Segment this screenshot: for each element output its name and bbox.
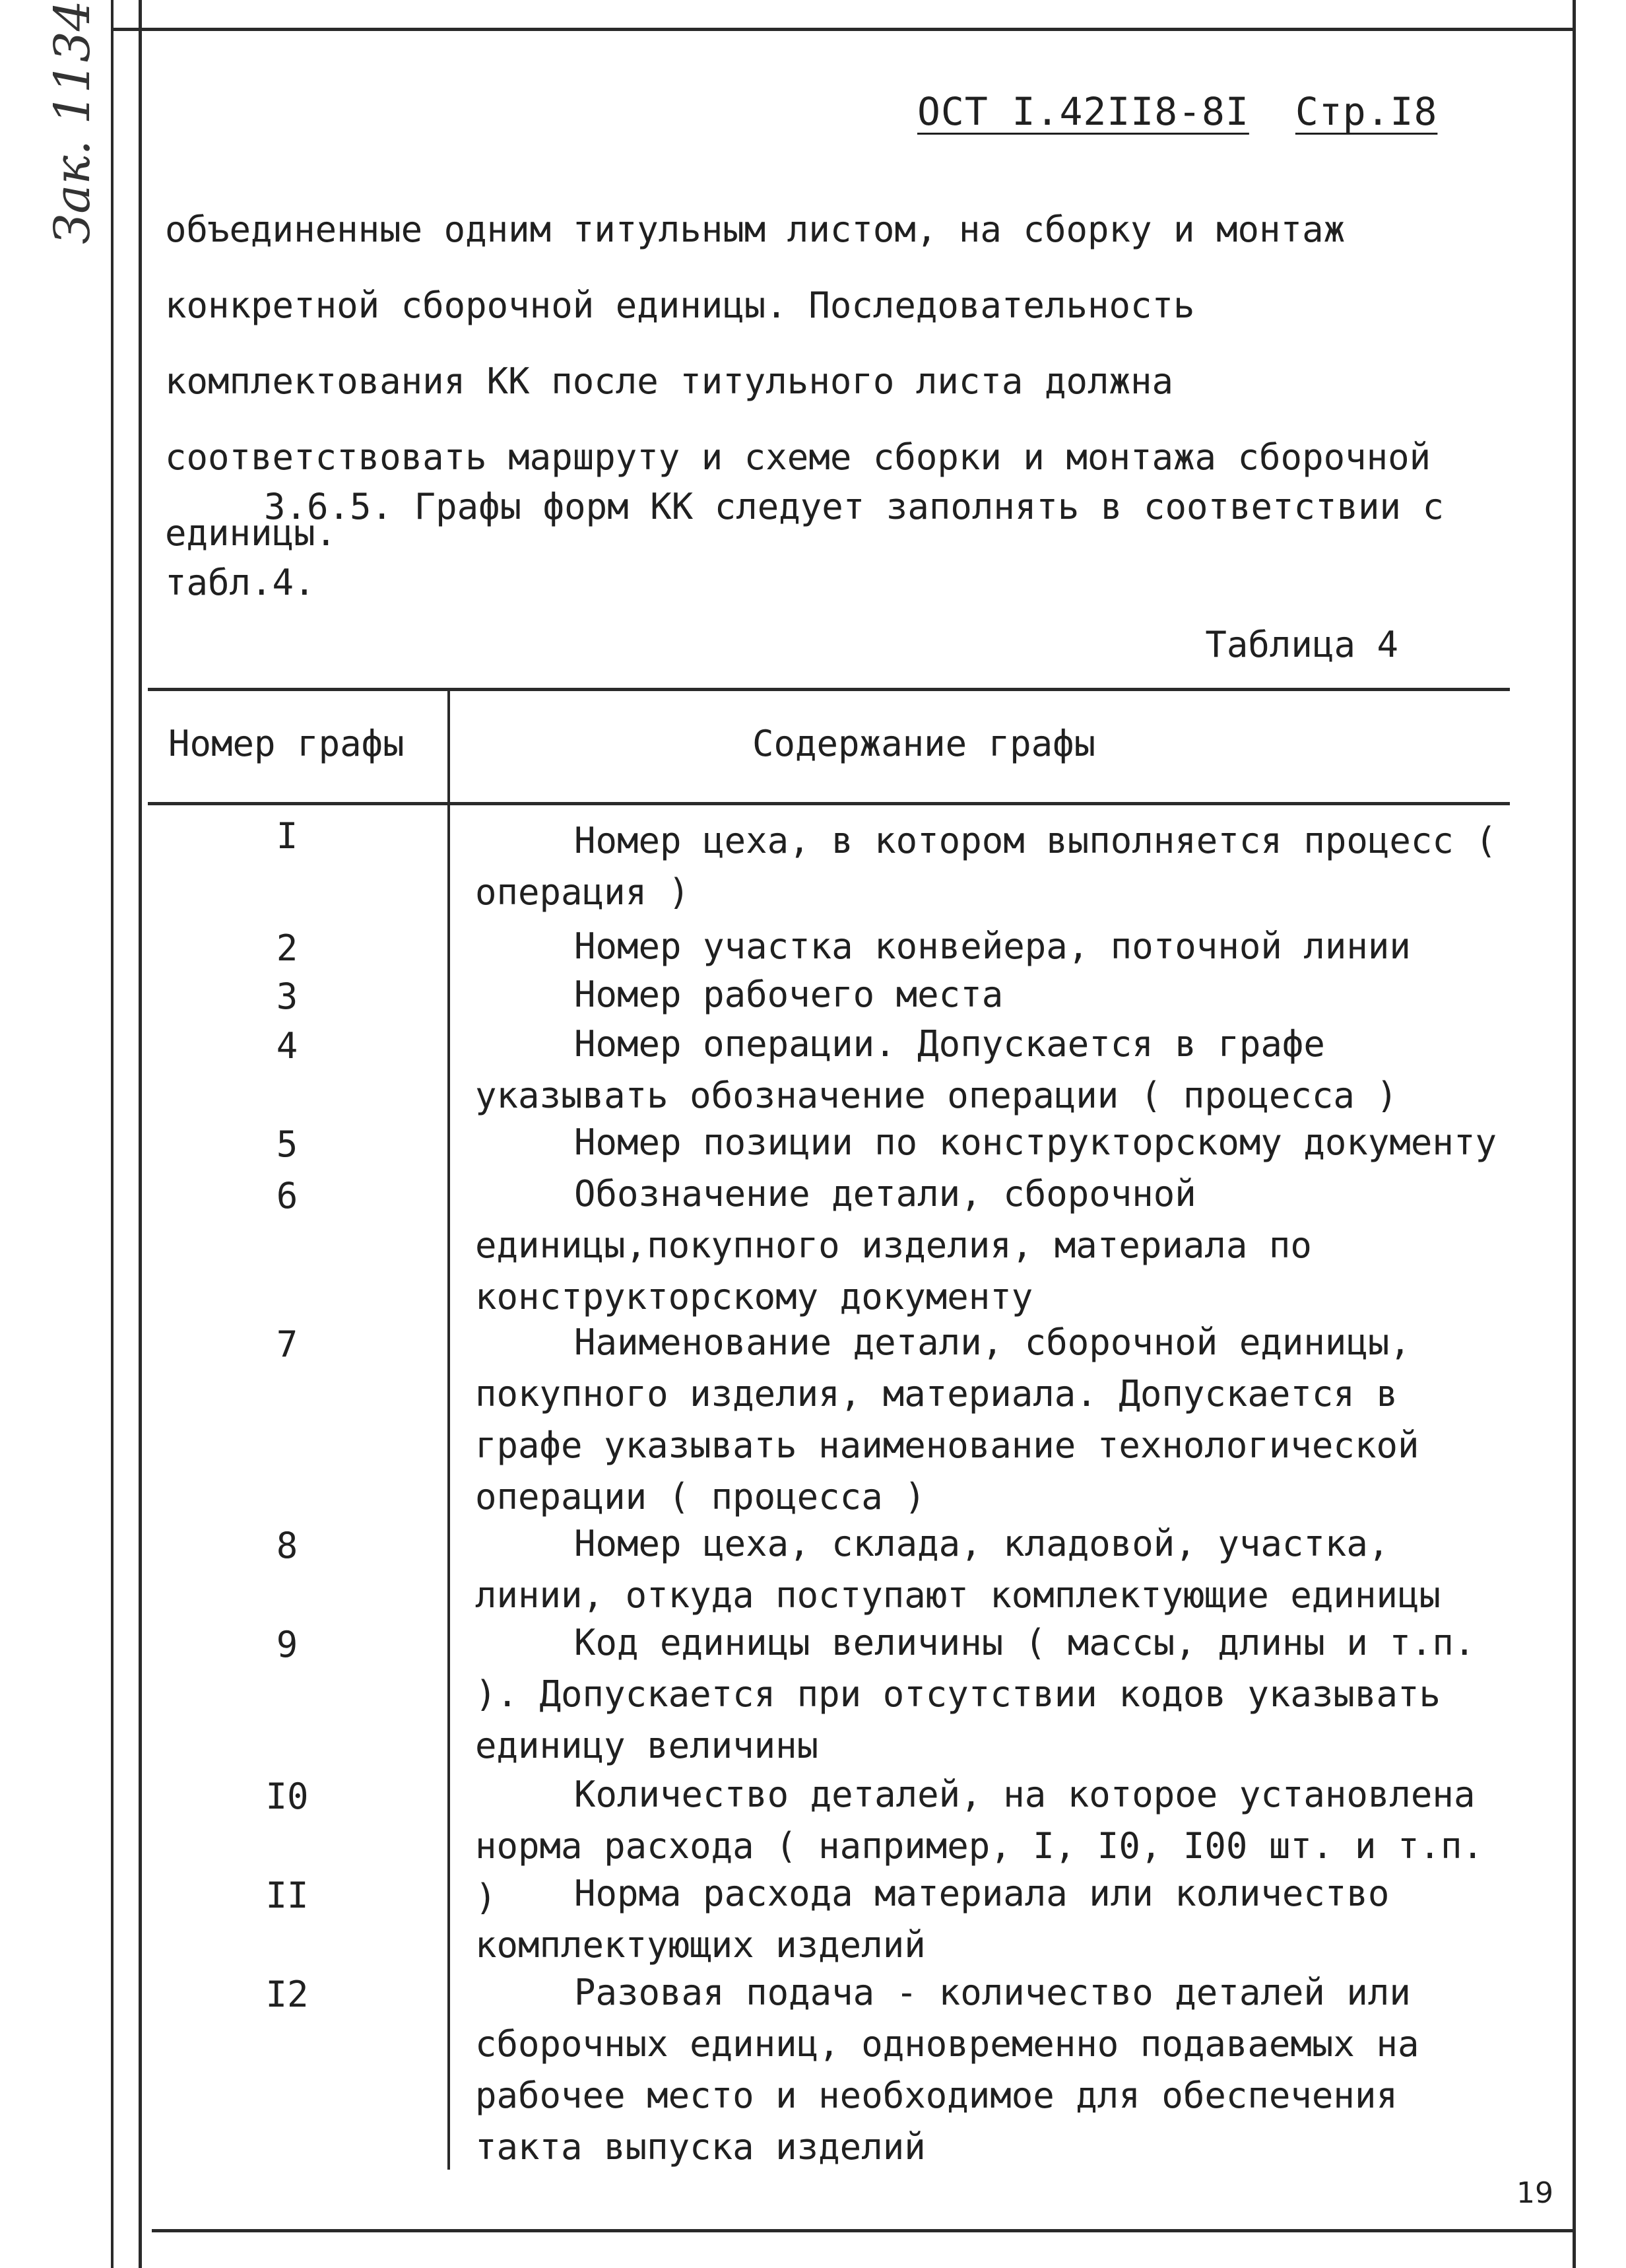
row-text: Номер операции. Допускается в графе указывать обозначение операции ( процесса ) [475, 1023, 1398, 1116]
right-frame-line [1573, 0, 1576, 2268]
table-header-number: Номер графы [168, 723, 405, 764]
row-text: Наименование детали, сборочной единицы, покупного изделия, материала. Допускается в графе указывать наименование технологической операции ( процесса ) [475, 1321, 1419, 1518]
row-number: 5 [276, 1123, 298, 1165]
row-text: Номер позиции по конструкторскому документу [574, 1121, 1497, 1163]
row-number: II [265, 1875, 309, 1916]
page-header [917, 89, 1445, 134]
handwritten-stamp [33, 0, 112, 244]
row-number: 2 [276, 927, 298, 969]
table-column-separator [447, 688, 450, 2170]
row-number: 8 [276, 1525, 298, 1566]
left-frame-line-inner [139, 0, 142, 2268]
row-text: Номер цеха, склада, кладовой, участка, линии, откуда поступают комплектующие единицы [475, 1523, 1441, 1616]
row-text: Номер участка конвейера, поточной линии [574, 925, 1411, 967]
row-number: 6 [276, 1175, 298, 1217]
stamp-text: Зак. 1134 [44, 0, 102, 244]
row-number: I0 [265, 1776, 309, 1817]
row-number: 4 [276, 1025, 298, 1067]
row-number: I2 [265, 1974, 309, 2015]
row-number: 9 [276, 1624, 298, 1665]
row-text: Количество деталей, на которое установлена норма расхода ( например, I, I0, I00 шт. и т.п. ) [475, 1774, 1484, 1918]
table-header-content: Содержание графы [752, 723, 1096, 764]
page-number: 19 [1516, 2176, 1553, 2210]
row-text: Код единицы величины ( массы, длины и т.п. ). Допускается при отсутствии кодов указывать единицу величины [475, 1622, 1476, 1766]
table-top-rule [148, 688, 1510, 691]
row-text: Разовая подача - количество деталей или сборочных единиц, одновременно подаваемых на рабочее место и необходимое для обеспечения такта выпуска изделий [475, 1972, 1419, 2168]
left-frame-line-outer [111, 0, 114, 2268]
row-text: Норма расхода материала или количество комплектующих изделий [475, 1873, 1390, 1966]
paragraph-intro: объединенные одним титульным листом, на сборку и монтаж конкретной сборочной единицы. Последовательность комплектования КК после титульного листа должна соответствовать маршруту и схеме сборки и монтажа сборочной единицы. [165, 209, 1452, 554]
row-number: 7 [276, 1323, 298, 1365]
row-text: Обозначение детали, сборочной единицы,покупного изделия, материала по конструкторскому документу [475, 1173, 1312, 1317]
row-number: 3 [276, 976, 298, 1017]
row-text: Номер рабочего места [574, 974, 1004, 1015]
table-header-rule [148, 802, 1510, 805]
table-caption: Таблица 4 [1205, 624, 1398, 665]
paragraph-3-6-5: 3.6.5. Графы форм КК следует заполнять в соответствии с табл.4. [165, 486, 1466, 603]
bottom-frame-rule [152, 2229, 1576, 2232]
row-number: I [276, 815, 298, 857]
standard-code: ОСТ I.42II8-8I [917, 89, 1249, 134]
top-frame-rule [111, 28, 1576, 31]
page-label: Стр.I8 [1295, 89, 1438, 134]
row-text: Номер цеха, в котором выполняется процесс ( операция ) [475, 820, 1497, 913]
